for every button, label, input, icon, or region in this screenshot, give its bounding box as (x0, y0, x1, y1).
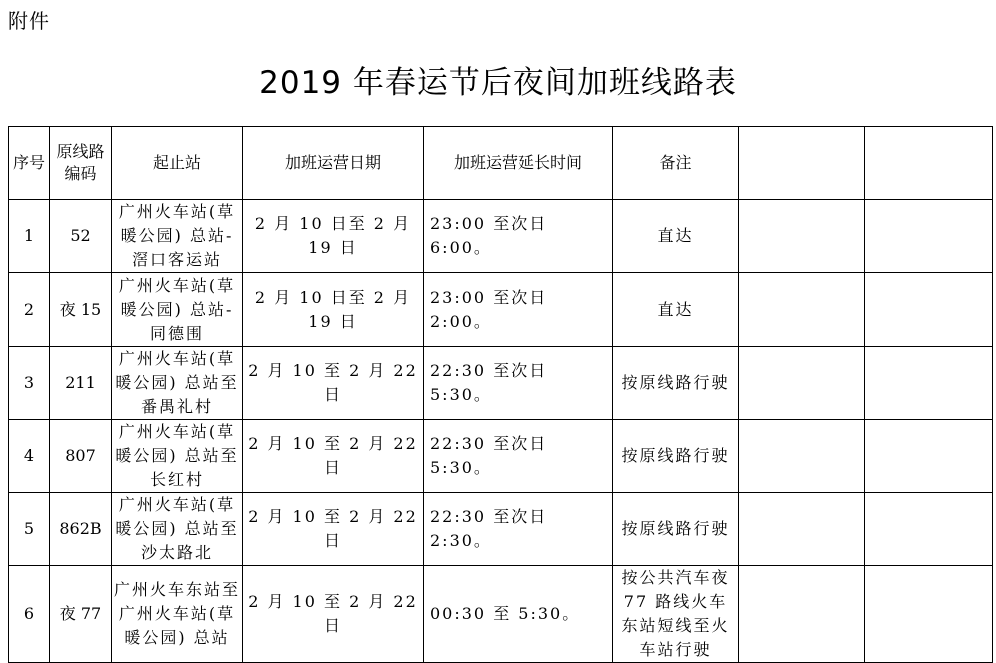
cell-seq: 3 (9, 347, 50, 420)
header-dates: 加班运营日期 (243, 127, 424, 200)
cell-route-code: 211 (50, 347, 112, 420)
cell-route-code: 807 (50, 420, 112, 493)
cell-route-code: 862B (50, 493, 112, 566)
cell-empty-1 (739, 273, 865, 347)
cell-stations: 广州火车站(草暖公园) 总站至长红村 (112, 420, 243, 493)
cell-stations: 广州火车站(草暖公园) 总站至沙太路北 (112, 493, 243, 566)
header-route-code: 原线路编码 (50, 127, 112, 200)
cell-empty-2 (865, 566, 993, 663)
cell-extended-hours: 22:30 至次日 2:30。 (424, 493, 613, 566)
cell-stations: 广州火车站(草暖公园) 总站至番禺礼村 (112, 347, 243, 420)
cell-empty-2 (865, 420, 993, 493)
cell-extended-hours: 22:30 至次日 5:30。 (424, 347, 613, 420)
cell-extended-hours: 23:00 至次日 2:00。 (424, 273, 613, 347)
cell-seq: 4 (9, 420, 50, 493)
table-row (9, 493, 993, 566)
night-bus-routes-table (8, 126, 993, 663)
cell-remark: 直达 (613, 200, 739, 273)
cell-dates: 2 月 10 日至 2 月 19 日 (243, 200, 424, 273)
cell-route-code: 52 (50, 200, 112, 273)
cell-extended-hours: 23:00 至次日 6:00。 (424, 200, 613, 273)
cell-empty-2 (865, 273, 993, 347)
cell-extended-hours: 00:30 至 5:30。 (424, 566, 613, 663)
cell-stations: 广州火车站(草暖公园) 总站-同德围 (112, 273, 243, 347)
cell-dates: 2 月 10 至 2 月 22 日 (243, 420, 424, 493)
header-extended-hours: 加班运营延长时间 (424, 127, 613, 200)
cell-empty-1 (739, 493, 865, 566)
cell-dates: 2 月 10 至 2 月 22 日 (243, 493, 424, 566)
cell-seq: 2 (9, 273, 50, 347)
table-row (9, 273, 993, 347)
header-seq: 序号 (9, 127, 50, 200)
cell-empty-2 (865, 493, 993, 566)
cell-remark: 按公共汽车夜 77 路线火车东站短线至火车站行驶 (613, 566, 739, 663)
cell-route-code: 夜 15 (50, 273, 112, 347)
header-remark: 备注 (613, 127, 739, 200)
table-row (9, 347, 993, 420)
attachment-label: 附件 (8, 9, 50, 33)
header-empty-1 (739, 127, 865, 200)
header-stations: 起止站 (112, 127, 243, 200)
cell-dates: 2 月 10 至 2 月 22 日 (243, 347, 424, 420)
cell-remark: 直达 (613, 273, 739, 347)
table-header-row (9, 127, 993, 200)
cell-seq: 6 (9, 566, 50, 663)
cell-empty-1 (739, 347, 865, 420)
cell-remark: 按原线路行驶 (613, 493, 739, 566)
cell-dates: 2 月 10 至 2 月 22 日 (243, 566, 424, 663)
table-row (9, 200, 993, 273)
table-row (9, 420, 993, 493)
cell-empty-2 (865, 347, 993, 420)
cell-empty-1 (739, 420, 865, 493)
cell-seq: 1 (9, 200, 50, 273)
header-empty-2 (865, 127, 993, 200)
cell-remark: 按原线路行驶 (613, 420, 739, 493)
table-row (9, 566, 993, 663)
cell-stations: 广州火车东站至广州火车站(草暖公园) 总站 (112, 566, 243, 663)
cell-remark: 按原线路行驶 (613, 347, 739, 420)
cell-empty-1 (739, 566, 865, 663)
document-title: 2019 年春运节后夜间加班线路表 (259, 65, 737, 101)
cell-route-code: 夜 77 (50, 566, 112, 663)
cell-extended-hours: 22:30 至次日 5:30。 (424, 420, 613, 493)
cell-empty-1 (739, 200, 865, 273)
cell-dates: 2 月 10 日至 2 月 19 日 (243, 273, 424, 347)
cell-seq: 5 (9, 493, 50, 566)
cell-stations: 广州火车站(草暖公园) 总站-滘口客运站 (112, 200, 243, 273)
cell-empty-2 (865, 200, 993, 273)
